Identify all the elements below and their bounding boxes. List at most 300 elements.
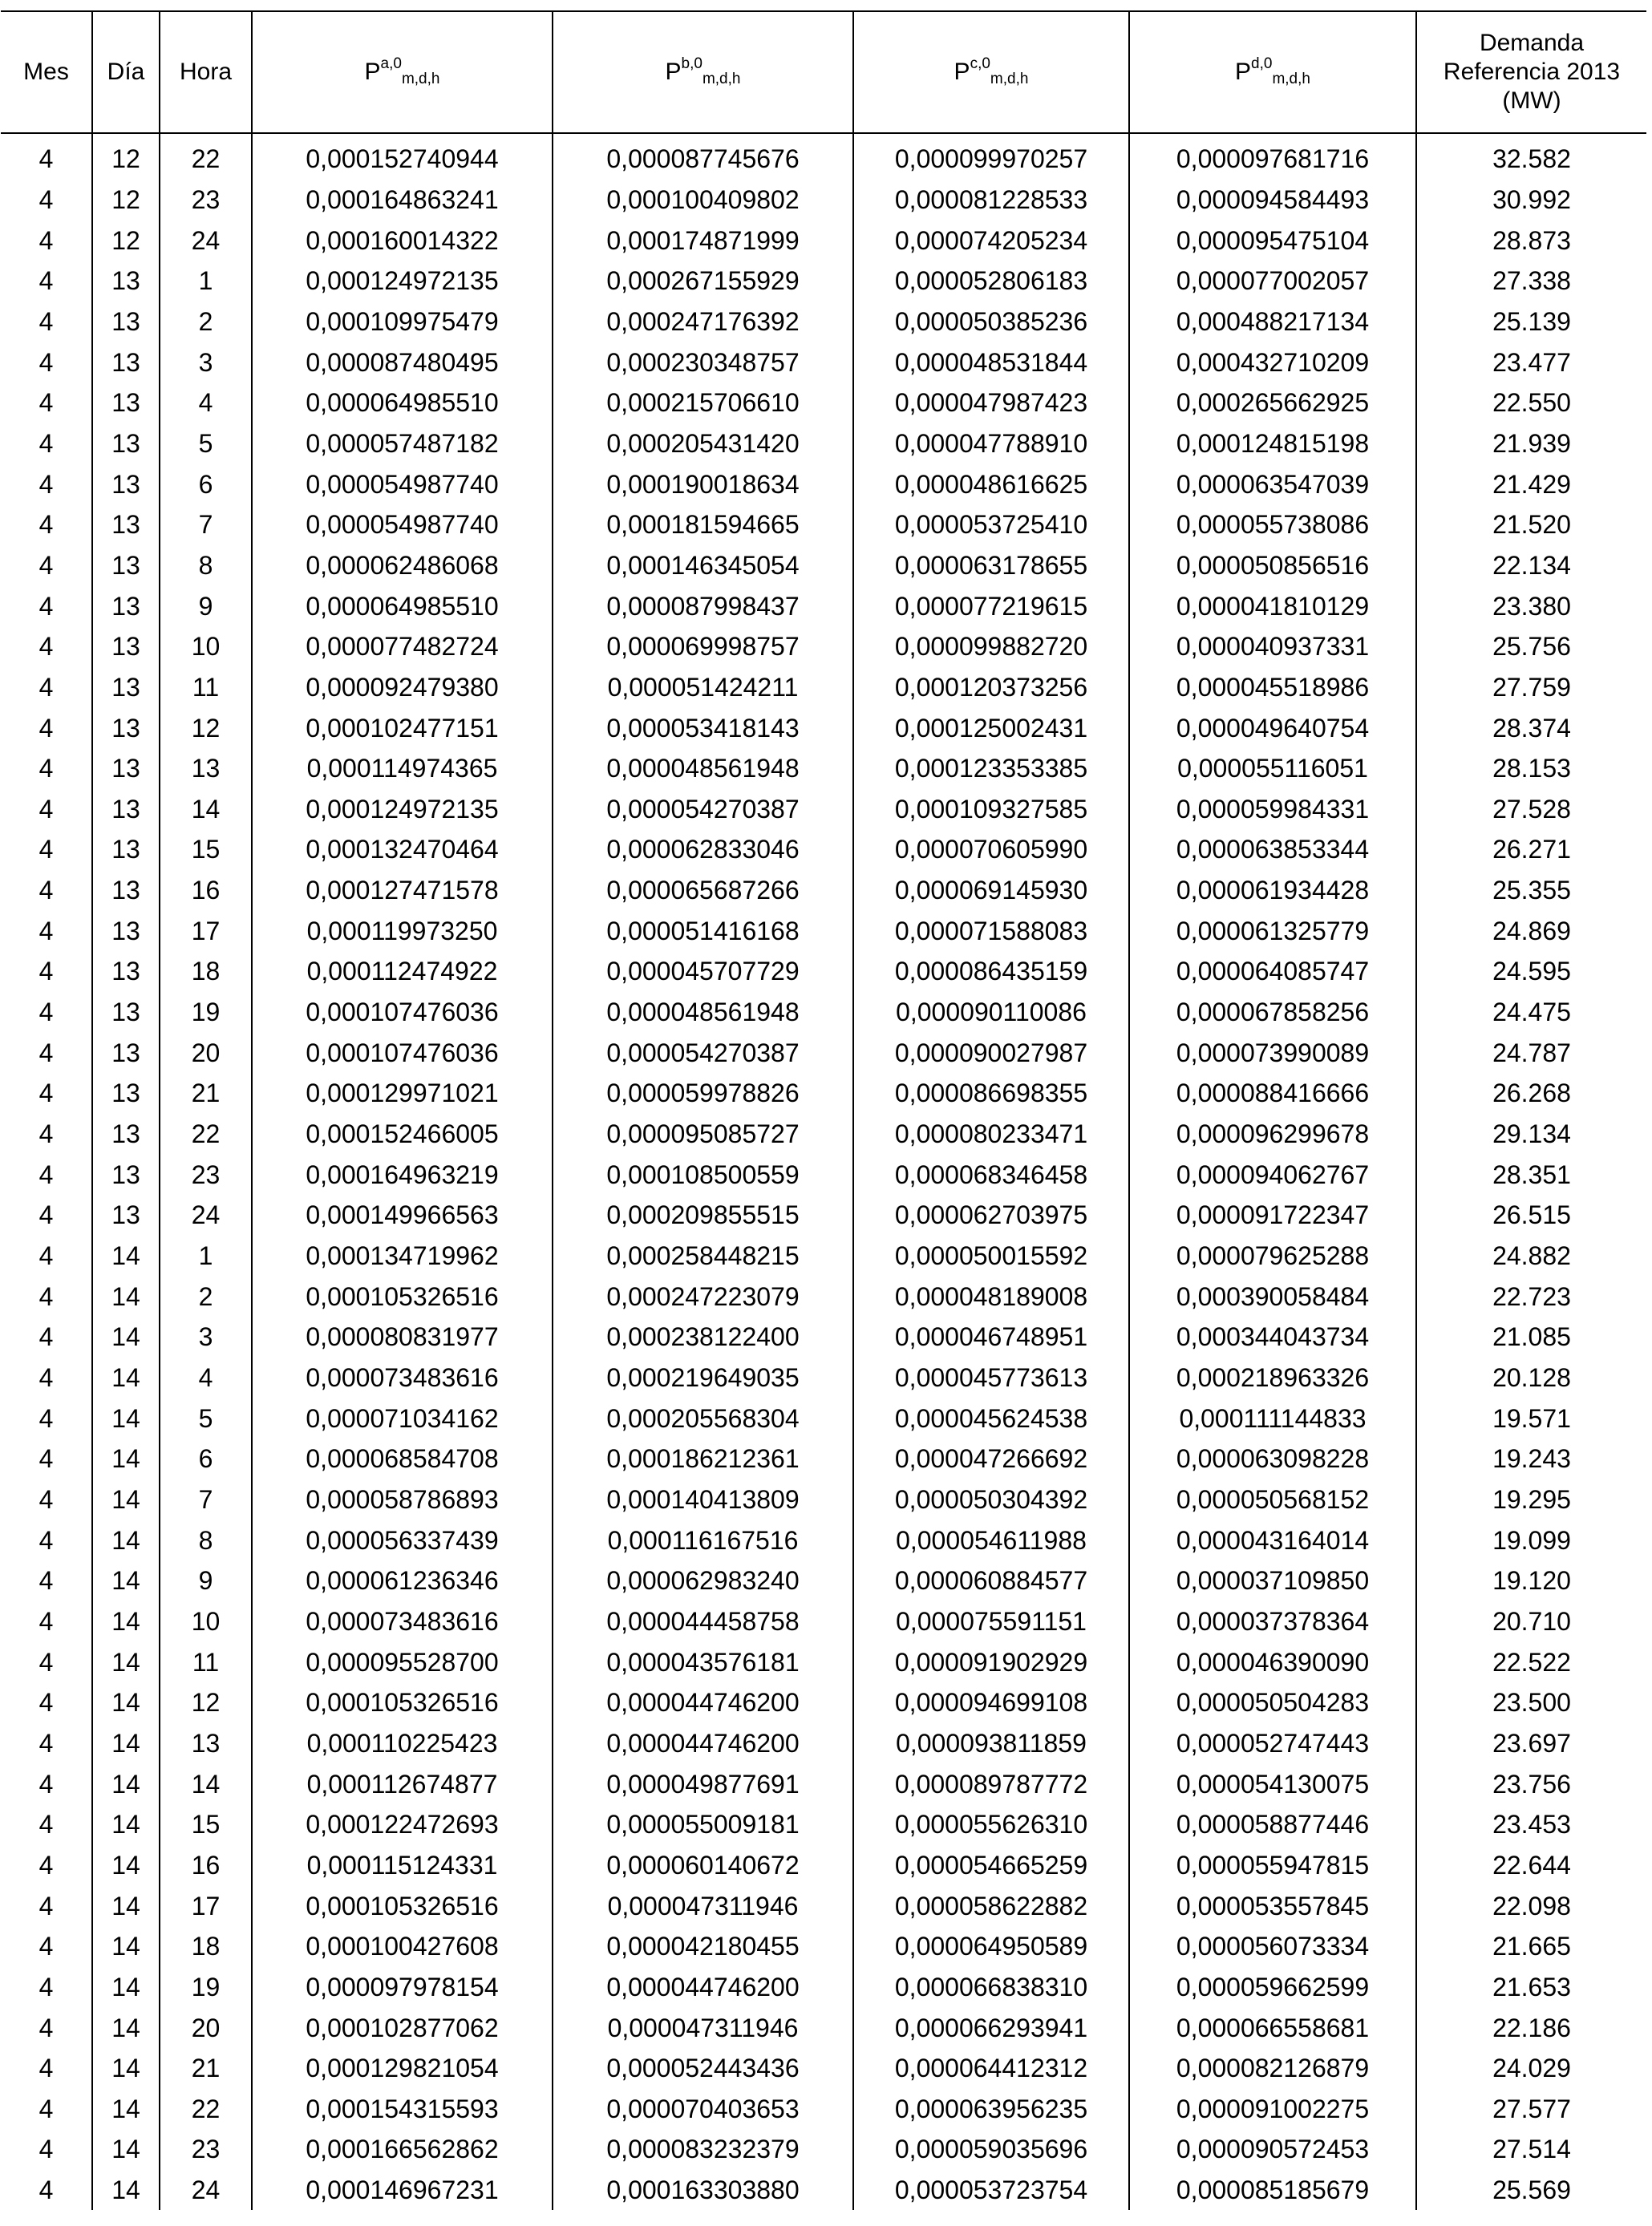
cell-demanda: 27.338: [1492, 266, 1571, 296]
cell-demanda: 26.271: [1492, 835, 1571, 864]
table-row: [1, 585, 1646, 626]
cell-demanda: 19.243: [1492, 1444, 1571, 1474]
cell-pb: 0,000116167516: [553, 1520, 853, 1560]
cell-mes: 4: [1, 1926, 92, 1967]
cell-pa: 0,000071034162: [252, 1398, 553, 1439]
cell-hora: 8: [160, 545, 252, 586]
cell-pa: 0,000166562862: [252, 2129, 553, 2170]
cell-mes: 4: [1, 261, 92, 302]
cell-pd: 0,000037378364: [1129, 1601, 1416, 1642]
cell-dia: 12: [92, 180, 160, 221]
cell-pd: 0,000079625288: [1129, 1236, 1416, 1277]
cell-mes: 4: [1, 707, 92, 748]
cell-demanda: 22.723: [1492, 1281, 1571, 1311]
cell-pc: 0,000060884577: [853, 1560, 1129, 1601]
cell-dia: 13: [92, 1154, 160, 1195]
table-row: [1, 2089, 1646, 2130]
cell-hora: 13: [160, 748, 252, 789]
cell-pa: 0,000056337439: [252, 1520, 553, 1560]
cell-dia: 13: [92, 748, 160, 789]
cell-pd: 0,000077002057: [1129, 261, 1416, 302]
cell-dia: 14: [92, 1804, 160, 1845]
cell-hora: 6: [160, 463, 252, 504]
cell-mes: 4: [1, 1114, 92, 1155]
cell-mes: 4: [1, 1439, 92, 1479]
cell-dia: 14: [92, 1601, 160, 1642]
cell-pa: 0,000132470464: [252, 829, 553, 870]
cell-pa: 0,000054987740: [252, 463, 553, 504]
cell-pb: 0,000062983240: [553, 1560, 853, 1601]
cell-pb: 0,000230348757: [553, 342, 853, 382]
header-pa: P$^{a,0}_{m,d,h}$: [252, 11, 553, 133]
cell-demanda: 23.477: [1492, 347, 1571, 377]
table-row: [1, 1520, 1646, 1560]
cell-pc: 0,000063956235: [853, 2089, 1129, 2130]
cell-hora: 4: [160, 1358, 252, 1398]
cell-dia: 13: [92, 302, 160, 342]
cell-hora: 12: [160, 707, 252, 748]
cell-pa: 0,000109975479: [252, 302, 553, 342]
cell-mes: 4: [1, 302, 92, 342]
cell-mes: 4: [1, 870, 92, 911]
cell-pd: 0,000056073334: [1129, 1926, 1416, 1967]
cell-demanda: 27.577: [1492, 2094, 1571, 2123]
cell-pc: 0,000109327585: [853, 789, 1129, 830]
cell-mes: 4: [1, 133, 92, 180]
cell-pc: 0,000054665259: [853, 1845, 1129, 1886]
cell-pa: 0,000146967231: [252, 2170, 553, 2211]
cell-pd: 0,000050568152: [1129, 1479, 1416, 1520]
cell-mes: 4: [1, 1276, 92, 1317]
cell-dia: 13: [92, 910, 160, 951]
cell-dia: 13: [92, 626, 160, 667]
cell-pd: 0,000090572453: [1129, 2129, 1416, 2170]
cell-pa: 0,000114974365: [252, 748, 553, 789]
table-row: [1, 2170, 1646, 2211]
cell-pc: 0,000047266692: [853, 1439, 1129, 1479]
table-row: [1, 2007, 1646, 2048]
cell-pc: 0,000045773613: [853, 1358, 1129, 1398]
cell-mes: 4: [1, 1885, 92, 1926]
cell-pd: 0,000091002275: [1129, 2089, 1416, 2130]
cell-dia: 14: [92, 1439, 160, 1479]
cell-dia: 13: [92, 1195, 160, 1236]
cell-pa: 0,000115124331: [252, 1845, 553, 1886]
table-row: [1, 1885, 1646, 1926]
table-row: [1, 1358, 1646, 1398]
table-row: [1, 180, 1646, 221]
cell-pb: 0,000044746200: [553, 1967, 853, 2008]
cell-dia: 14: [92, 2129, 160, 2170]
cell-mes: 4: [1, 1398, 92, 1439]
cell-mes: 4: [1, 2048, 92, 2089]
cell-pb: 0,000059978826: [553, 1073, 853, 1114]
cell-mes: 4: [1, 423, 92, 464]
cell-demanda: 22.644: [1492, 1850, 1571, 1880]
cell-pc: 0,000053725410: [853, 504, 1129, 545]
cell-pa: 0,000077482724: [252, 626, 553, 667]
table-row: [1, 220, 1646, 261]
table-row: [1, 829, 1646, 870]
table-row: [1, 1601, 1646, 1642]
cell-hora: 11: [160, 1641, 252, 1682]
cell-mes: 4: [1, 342, 92, 382]
cell-pc: 0,000069145930: [853, 870, 1129, 911]
cell-mes: 4: [1, 1520, 92, 1560]
cell-pd: 0,000066558681: [1129, 2007, 1416, 2048]
cell-pb: 0,000051416168: [553, 910, 853, 951]
cell-hora: 23: [160, 1154, 252, 1195]
cell-pb: 0,000247176392: [553, 302, 853, 342]
cell-pb: 0,000174871999: [553, 220, 853, 261]
cell-hora: 21: [160, 1073, 252, 1114]
cell-hora: 16: [160, 870, 252, 911]
cell-mes: 4: [1, 585, 92, 626]
cell-pd: 0,000063098228: [1129, 1439, 1416, 1479]
cell-dia: 14: [92, 1967, 160, 2008]
cell-mes: 4: [1, 1154, 92, 1195]
cell-pc: 0,000045624538: [853, 1398, 1129, 1439]
cell-pc: 0,000089787772: [853, 1763, 1129, 1804]
cell-pc: 0,000125002431: [853, 707, 1129, 748]
table-row: [1, 1073, 1646, 1114]
table-row: [1, 545, 1646, 586]
header-row: [1, 11, 1646, 133]
cell-pb: 0,000205568304: [553, 1398, 853, 1439]
cell-mes: 4: [1, 1804, 92, 1845]
cell-hora: 14: [160, 789, 252, 830]
cell-pb: 0,000054270387: [553, 1032, 853, 1073]
cell-demanda: 23.380: [1492, 591, 1571, 621]
cell-pb: 0,000045707729: [553, 951, 853, 992]
cell-mes: 4: [1, 1236, 92, 1277]
cell-hora: 23: [160, 180, 252, 221]
cell-mes: 4: [1, 1032, 92, 1073]
cell-dia: 13: [92, 423, 160, 464]
cell-pd: 0,000055738086: [1129, 504, 1416, 545]
table-row: [1, 423, 1646, 464]
cell-pa: 0,000095528700: [252, 1641, 553, 1682]
cell-mes: 4: [1, 180, 92, 221]
cell-pb: 0,000247223079: [553, 1276, 853, 1317]
cell-pd: 0,000096299678: [1129, 1114, 1416, 1155]
cell-pc: 0,000093811859: [853, 1723, 1129, 1764]
cell-demanda: 22.134: [1492, 550, 1571, 580]
cell-pa: 0,000129821054: [252, 2048, 553, 2089]
cell-demanda: 19.295: [1492, 1484, 1571, 1514]
cell-pc: 0,000090027987: [853, 1032, 1129, 1073]
cell-pa: 0,000058786893: [252, 1479, 553, 1520]
cell-pa: 0,000124972135: [252, 261, 553, 302]
cell-pa: 0,000100427608: [252, 1926, 553, 1967]
cell-pc: 0,000075591151: [853, 1601, 1129, 1642]
cell-demanda: 28.873: [1492, 225, 1571, 255]
cell-dia: 13: [92, 585, 160, 626]
cell-pc: 0,000054611988: [853, 1520, 1129, 1560]
cell-dia: 13: [92, 951, 160, 992]
cell-mes: 4: [1, 1073, 92, 1114]
cell-pb: 0,000060140672: [553, 1845, 853, 1886]
cell-hora: 2: [160, 302, 252, 342]
table-row: [1, 1439, 1646, 1479]
cell-dia: 13: [92, 789, 160, 830]
cell-pd: 0,000390058484: [1129, 1276, 1416, 1317]
cell-pd: 0,000432710209: [1129, 342, 1416, 382]
cell-demanda: 28.153: [1492, 754, 1571, 783]
cell-pb: 0,000100409802: [553, 180, 853, 221]
cell-pa: 0,000102477151: [252, 707, 553, 748]
cell-demanda: 30.992: [1492, 184, 1571, 214]
cell-pd: 0,000063853344: [1129, 829, 1416, 870]
cell-pd: 0,000085185679: [1129, 2170, 1416, 2211]
cell-mes: 4: [1, 910, 92, 951]
cell-pb: 0,000190018634: [553, 463, 853, 504]
cell-hora: 8: [160, 1520, 252, 1560]
cell-pc: 0,000046748951: [853, 1317, 1129, 1358]
cell-pc: 0,000094699108: [853, 1682, 1129, 1723]
cell-pa: 0,000062486068: [252, 545, 553, 586]
cell-mes: 4: [1, 2007, 92, 2048]
table-row: [1, 261, 1646, 302]
cell-demanda: 23.453: [1492, 1810, 1571, 1839]
cell-pb: 0,000215706610: [553, 382, 853, 423]
cell-demanda: 28.374: [1492, 713, 1571, 743]
cell-pc: 0,000123353385: [853, 748, 1129, 789]
cell-hora: 14: [160, 1763, 252, 1804]
cell-mes: 4: [1, 667, 92, 708]
cell-hora: 11: [160, 667, 252, 708]
cell-mes: 4: [1, 382, 92, 423]
table-row: [1, 1398, 1646, 1439]
cell-demanda: 32.582: [1492, 144, 1571, 174]
cell-pd: 0,000094584493: [1129, 180, 1416, 221]
cell-dia: 14: [92, 2007, 160, 2048]
cell-pc: 0,000086435159: [853, 951, 1129, 992]
cell-mes: 4: [1, 2129, 92, 2170]
cell-pd: 0,000344043734: [1129, 1317, 1416, 1358]
cell-demanda: 24.869: [1492, 916, 1571, 945]
cell-pc: 0,000048616625: [853, 463, 1129, 504]
cell-dia: 14: [92, 1763, 160, 1804]
cell-dia: 13: [92, 667, 160, 708]
cell-dia: 13: [92, 504, 160, 545]
cell-pb: 0,000163303880: [553, 2170, 853, 2211]
cell-demanda: 19.120: [1492, 1566, 1571, 1596]
cell-pb: 0,000069998757: [553, 626, 853, 667]
cell-mes: 4: [1, 789, 92, 830]
cell-hora: 16: [160, 1845, 252, 1886]
cell-dia: 14: [92, 1317, 160, 1358]
cell-demanda: 23.697: [1492, 1728, 1571, 1758]
cell-pa: 0,000064985510: [252, 585, 553, 626]
cell-dia: 13: [92, 1032, 160, 1073]
cell-hora: 5: [160, 423, 252, 464]
cell-pb: 0,000146345054: [553, 545, 853, 586]
cell-pa: 0,000112474922: [252, 951, 553, 992]
header-dia: Día: [92, 11, 160, 133]
cell-pc: 0,000053723754: [853, 2170, 1129, 2211]
cell-pc: 0,000055626310: [853, 1804, 1129, 1845]
cell-pb: 0,000062833046: [553, 829, 853, 870]
cell-pb: 0,000054270387: [553, 789, 853, 830]
cell-pd: 0,000054130075: [1129, 1763, 1416, 1804]
table-row: [1, 707, 1646, 748]
table-row: [1, 2129, 1646, 2170]
cell-mes: 4: [1, 220, 92, 261]
cell-dia: 13: [92, 463, 160, 504]
cell-pa: 0,000080831977: [252, 1317, 553, 1358]
cell-dia: 14: [92, 1926, 160, 1967]
cell-pc: 0,000050304392: [853, 1479, 1129, 1520]
cell-dia: 14: [92, 1560, 160, 1601]
cell-pb: 0,000042180455: [553, 1926, 853, 1967]
cell-pb: 0,000181594665: [553, 504, 853, 545]
table-row: [1, 748, 1646, 789]
cell-demanda: 21.939: [1492, 428, 1571, 458]
table-row: [1, 1641, 1646, 1682]
cell-hora: 18: [160, 951, 252, 992]
cell-mes: 4: [1, 1560, 92, 1601]
cell-pc: 0,000086698355: [853, 1073, 1129, 1114]
cell-pa: 0,000164963219: [252, 1154, 553, 1195]
cell-pd: 0,000064085747: [1129, 951, 1416, 992]
cell-pa: 0,000152740944: [252, 133, 553, 180]
cell-pc: 0,000050015592: [853, 1236, 1129, 1277]
table-row: [1, 1967, 1646, 2008]
cell-pc: 0,000074205234: [853, 220, 1129, 261]
cell-dia: 13: [92, 829, 160, 870]
cell-mes: 4: [1, 829, 92, 870]
table-row: [1, 1195, 1646, 1236]
cell-pb: 0,000140413809: [553, 1479, 853, 1520]
cell-pa: 0,000105326516: [252, 1682, 553, 1723]
cell-demanda: 27.514: [1492, 2135, 1571, 2164]
cell-dia: 14: [92, 1398, 160, 1439]
table-row: [1, 1682, 1646, 1723]
table-row: [1, 504, 1646, 545]
cell-pb: 0,000048561948: [553, 992, 853, 1033]
cell-dia: 14: [92, 2170, 160, 2211]
cell-hora: 18: [160, 1926, 252, 1967]
cell-pb: 0,000108500559: [553, 1154, 853, 1195]
cell-demanda: 21.429: [1492, 469, 1571, 499]
cell-hora: 24: [160, 220, 252, 261]
cell-pb: 0,000087745676: [553, 133, 853, 180]
cell-hora: 20: [160, 1032, 252, 1073]
cell-pa: 0,000061236346: [252, 1560, 553, 1601]
cell-demanda: 25.139: [1492, 306, 1571, 336]
cell-pb: 0,000209855515: [553, 1195, 853, 1236]
cell-mes: 4: [1, 992, 92, 1033]
cell-pb: 0,000219649035: [553, 1358, 853, 1398]
cell-mes: 4: [1, 545, 92, 586]
header-hora: Hora: [160, 11, 252, 133]
cell-pa: 0,000073483616: [252, 1601, 553, 1642]
header-pd: P$^{d,0}_{m,d,h}$: [1129, 11, 1416, 133]
table-row: [1, 302, 1646, 342]
cell-hora: 1: [160, 1236, 252, 1277]
cell-pd: 0,000061934428: [1129, 870, 1416, 911]
cell-demanda: 19.571: [1492, 1403, 1571, 1433]
cell-pb: 0,000258448215: [553, 1236, 853, 1277]
cell-demanda: 19.099: [1492, 1525, 1571, 1555]
table-row: [1, 2048, 1646, 2089]
cell-pc: 0,000063178655: [853, 545, 1129, 586]
table-row: [1, 1317, 1646, 1358]
cell-hora: 7: [160, 504, 252, 545]
cell-pb: 0,000043576181: [553, 1641, 853, 1682]
cell-mes: 4: [1, 1682, 92, 1723]
table-header: [1, 11, 1646, 133]
cell-pa: 0,000068584708: [252, 1439, 553, 1479]
cell-mes: 4: [1, 1723, 92, 1764]
cell-pc: 0,000058622882: [853, 1885, 1129, 1926]
cell-demanda: 21.085: [1492, 1322, 1571, 1352]
cell-demanda: 20.128: [1492, 1363, 1571, 1393]
table-row: [1, 667, 1646, 708]
cell-demanda: 21.520: [1492, 510, 1571, 540]
cell-pa: 0,000149966563: [252, 1195, 553, 1236]
cell-pc: 0,000070605990: [853, 829, 1129, 870]
table-row: [1, 1032, 1646, 1073]
cell-pd: 0,000488217134: [1129, 302, 1416, 342]
cell-demanda: 24.787: [1492, 1038, 1571, 1067]
cell-pb: 0,000267155929: [553, 261, 853, 302]
table-row: [1, 951, 1646, 992]
cell-pd: 0,000082126879: [1129, 2048, 1416, 2089]
cell-hora: 10: [160, 626, 252, 667]
cell-pa: 0,000160014322: [252, 220, 553, 261]
cell-pa: 0,000057487182: [252, 423, 553, 464]
cell-demanda: 28.351: [1492, 1160, 1571, 1189]
cell-dia: 13: [92, 261, 160, 302]
cell-pc: 0,000068346458: [853, 1154, 1129, 1195]
cell-pd: 0,000055116051: [1129, 748, 1416, 789]
cell-pd: 0,000094062767: [1129, 1154, 1416, 1195]
cell-demanda: 23.500: [1492, 1688, 1571, 1718]
cell-dia: 13: [92, 870, 160, 911]
cell-hora: 4: [160, 382, 252, 423]
cell-pb: 0,000044458758: [553, 1601, 853, 1642]
cell-pd: 0,000059662599: [1129, 1967, 1416, 2008]
table-row: [1, 1154, 1646, 1195]
cell-pd: 0,000088416666: [1129, 1073, 1416, 1114]
cell-dia: 14: [92, 1236, 160, 1277]
table-row: [1, 870, 1646, 911]
cell-hora: 24: [160, 1195, 252, 1236]
cell-pb: 0,000065687266: [553, 870, 853, 911]
table-row: [1, 1845, 1646, 1886]
table-row: [1, 1276, 1646, 1317]
cell-dia: 14: [92, 2048, 160, 2089]
cell-hora: 15: [160, 1804, 252, 1845]
cell-pb: 0,000083232379: [553, 2129, 853, 2170]
cell-pd: 0,000124815198: [1129, 423, 1416, 464]
cell-pc: 0,000077219615: [853, 585, 1129, 626]
cell-pb: 0,000205431420: [553, 423, 853, 464]
cell-dia: 14: [92, 1520, 160, 1560]
cell-pc: 0,000120373256: [853, 667, 1129, 708]
cell-dia: 14: [92, 1358, 160, 1398]
cell-mes: 4: [1, 1195, 92, 1236]
cell-dia: 14: [92, 1276, 160, 1317]
cell-demanda: 21.653: [1492, 1972, 1571, 2001]
table-row: [1, 1236, 1646, 1277]
table-row: [1, 342, 1646, 382]
cell-pd: 0,000037109850: [1129, 1560, 1416, 1601]
header-pc: P$^{c,0}_{m,d,h}$: [853, 11, 1129, 133]
cell-hora: 3: [160, 1317, 252, 1358]
